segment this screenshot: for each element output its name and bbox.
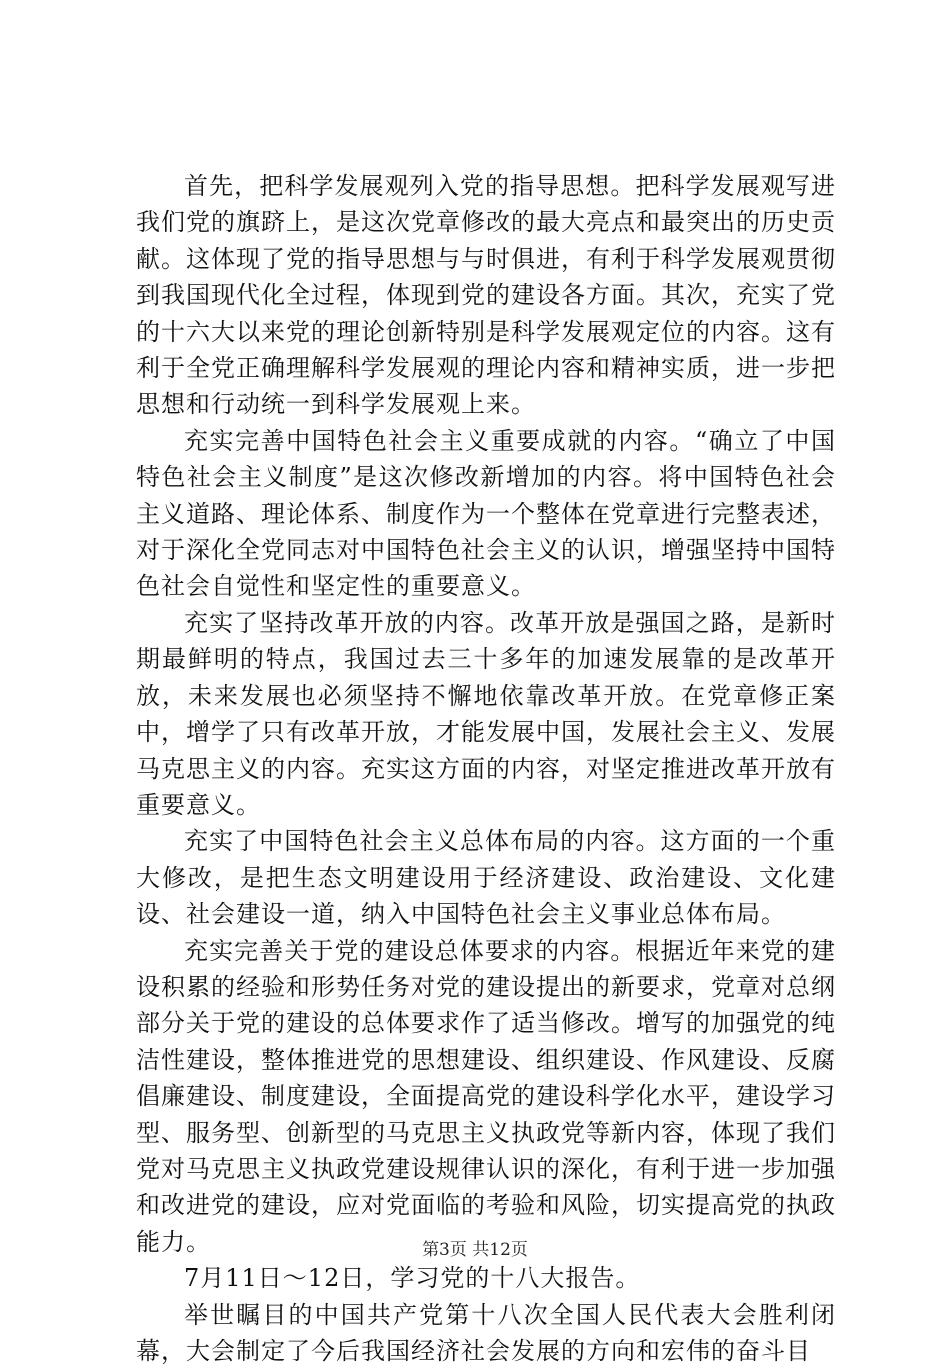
paragraph: 充实了坚持改革开放的内容。改革开放是强国之路，是新时期最鲜明的特点，我国过去三十多年的加速发展靠的是改革开放，未来发展也必须坚持不懈地依靠改革开放。在党章修正案中，增学了只有改革开放，才能发展中国，发展社会主义、发展马克思主义的内容。充实这方面的内容，对坚定推进改革开放有重要意义。 xyxy=(136,608,836,819)
paragraph: 首先，把科学发展观列入党的指导思想。把科学发展观写进我们党的旗跻上，是这次党章修改的最大亮点和最突出的历史贡献。这体现了党的指导思想与与时俱进，有利于科学发展观贯彻到我国现代化全过程，体现到党的建设各方面。其次，充实了党的十六大以来党的理论创新特别是科学发展观定位的内容。这有利于全党正确理解科学发展观的理论内容和精神实质，进一步把思想和行动统一到科学发展观上来。 xyxy=(136,172,836,419)
paragraph: 充实完善关于党的建设总体要求的内容。根据近年来党的建设积累的经验和形势任务对党的建设提出的新要求，党章对总纲部分关于党的建设的总体要求作了适当修改。增写的加强党的纯洁性建设，整体推进党的思想建设、组织建设、作风建设、反腐倡廉建设、制度建设，全面提高党的建设科学化水平，建设学习型、服务型、创新型的马克思主义执政党等新内容，体现了我们党对马克思主义执政党建设规律认识的深化，有利于进一步加强和改进党的建设，应对党面临的考验和风险，切实提高党的执政能力。 xyxy=(136,936,836,1256)
page-footer: 第3页 共12页 xyxy=(422,1240,528,1260)
paragraph: 举世瞩目的中国共产党第十八次全国人民代表大会胜利闭幕，大会制定了今后我国经济社会发展的方向和宏伟的奋斗目 xyxy=(136,1300,836,1365)
paragraph: 充实完善中国特色社会主义重要成就的内容。“确立了中国特色社会主义制度”是这次修改新增加的内容。将中国特色社会主义道路、理论体系、制度作为一个整体在党章进行完整表述，对于深化全党同志对中国特色社会主义的认识，增强坚持中国特色社会自觉性和坚定性的重要意义。 xyxy=(136,426,836,601)
paragraph: 充实了中国特色社会主义总体布局的内容。这方面的一个重大修改，是把生态文明建设用于经济建设、政治建设、文化建设、社会建设一道，纳入中国特色社会主义事业总体布局。 xyxy=(136,827,836,929)
document-body xyxy=(136,168,836,1369)
paragraph: 7月11日～12日，学习党的十八大报告。 xyxy=(184,1264,641,1293)
